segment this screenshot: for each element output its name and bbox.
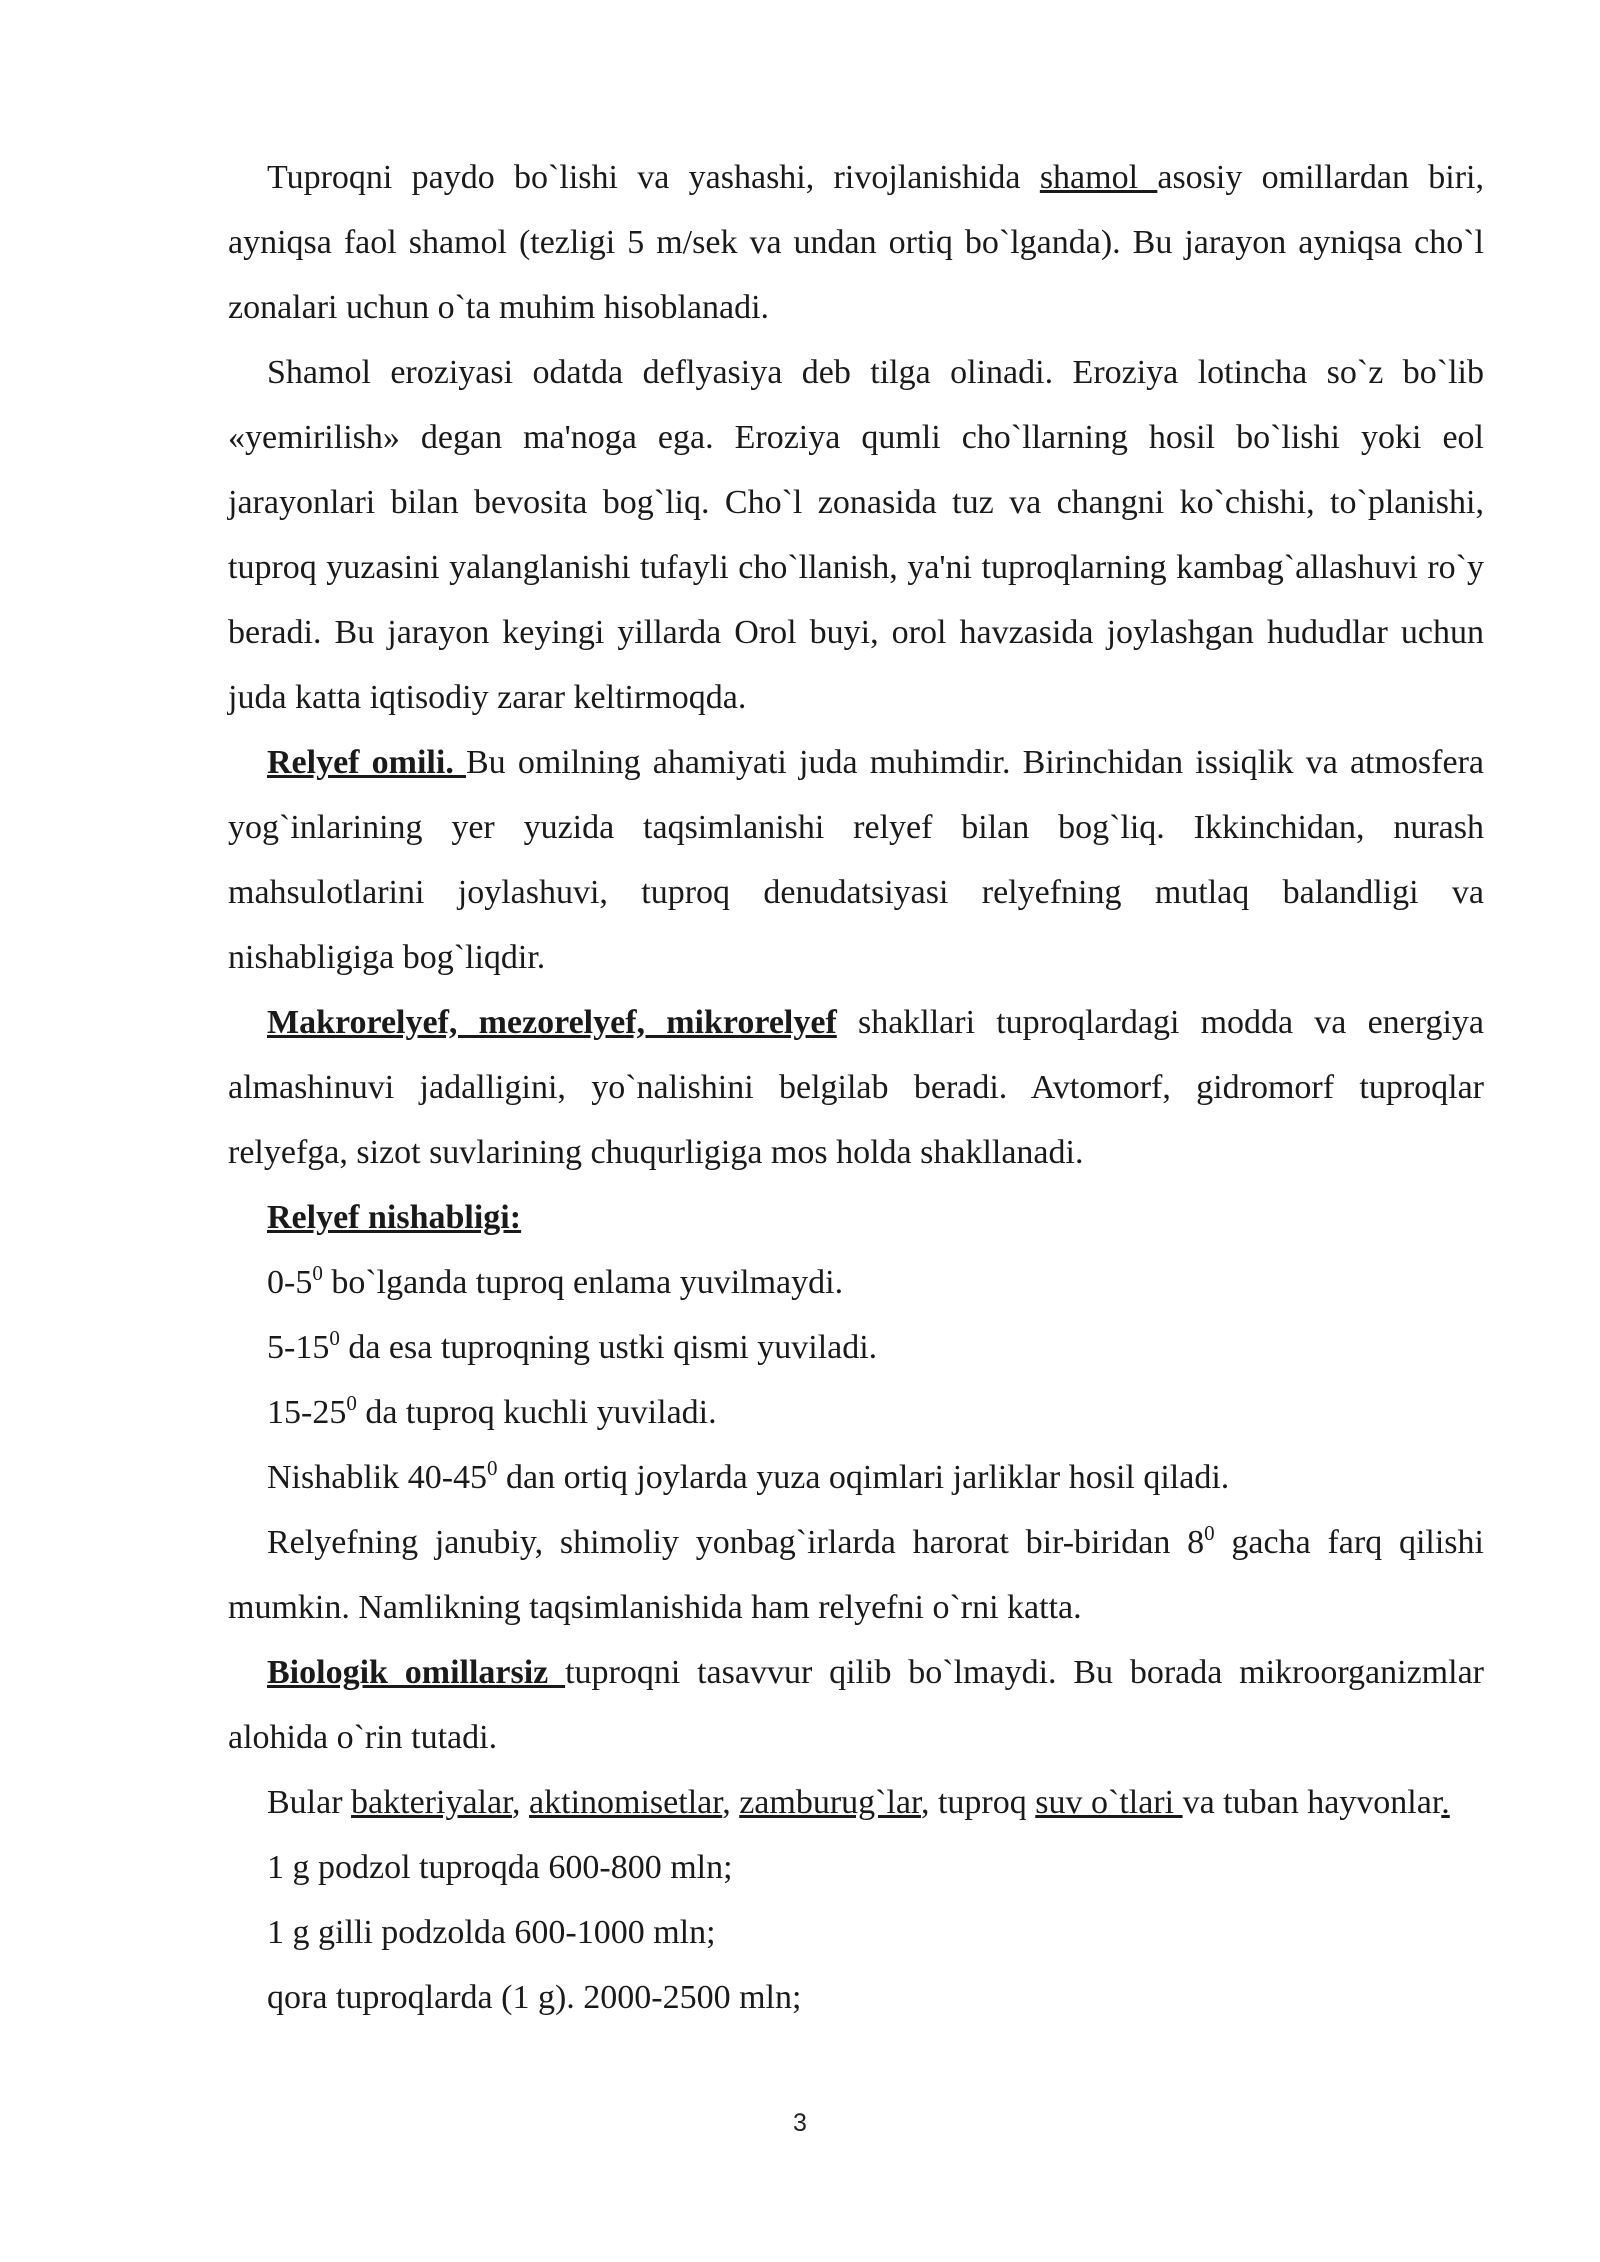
paragraph-relief-forms (228, 990, 1484, 1185)
underlined-period: . (1441, 1784, 1450, 1821)
heading-slope-text: Relyef nishabligi: (267, 1199, 522, 1236)
slope-line-2 (228, 1315, 1484, 1380)
page-number: 3 (793, 2109, 807, 2137)
separator: , tuproq (920, 1784, 1036, 1821)
slope-line-4-pre: Nishablik 40-45 (267, 1459, 488, 1496)
slope-line-2-pre: 5-15 (267, 1329, 330, 1366)
degree-superscript: 0 (312, 1261, 323, 1285)
term-suv-otlari: suv o`tlari (1035, 1784, 1183, 1821)
paragraph-relief-text: Bu omilning ahamiyati juda muhimdir. Birinchidan issiqlik va atmosfera yog`inlarining yer yuzida taqsimlanishi relyef bilan bog`liq. Ikkinchidan, nurash mahsulotlarini joylashuvi, tuproq denudatsiyasi relyefning mutlaq balandligi va nishabligiga bog`liqdir. (228, 744, 1484, 976)
degree-superscript: 0 (346, 1391, 357, 1415)
heading-slope (228, 1185, 1484, 1250)
separator: , (722, 1784, 740, 1821)
count-line-2: 1 g gilli podzolda 600-1000 mln; (267, 1914, 716, 1951)
paragraph-wind-text-b: asosiy omillardan biri, ayniqsa faol shamol (tezligi 5 m/sek va undan ortiq bo`lganda). Bu jarayon ayniqsa cho`l zonalari uchun o`ta muhim hisoblanadi. (228, 159, 1484, 326)
slope-line-1-pre: 0-5 (267, 1264, 313, 1301)
paragraph-temperature-b: gacha farq qilishi mumkin. Namlikning taqsimlanishida ham relyefni o`rni katta. (228, 1524, 1484, 1626)
paragraph-erosion: Shamol eroziyasi odatda deflyasiya deb tilga olinadi. Eroziya lotincha so`z bo`lib «yemirilish» degan ma'noga ega. Eroziya qumli cho`llarning hosil bo`lishi yoki eol jarayonlari bilan bevosita bog`liq. Cho`l zonasida tuz va changni ko`chishi, to`planishi, tuproq yuzasini yalanglanishi tufayli cho`llanish, ya'ni tuproqlarning kambag`allashuvi ro`y beradi. Bu jarayon keyingi yillarda Orol buyi, orol havzasida joylashgan hududlar uchun juda katta iqtisodiy zarar keltirmoqda. (228, 354, 1484, 716)
heading-relief-forms: Makrorelyef, mezorelyef, mikrorelyef (267, 1004, 837, 1041)
paragraph-wind (228, 145, 1484, 340)
slope-line-4-post: dan ortiq joylarda yuza oqimlari jarliklar hosil qiladi. (497, 1459, 1230, 1496)
paragraph-temperature (228, 1510, 1484, 1640)
separator: , (512, 1784, 530, 1821)
page-body (228, 145, 1484, 2030)
paragraph-biological-text: tuproqni tasavvur qilib bo`lmaydi. Bu borada mikroorganizmlar alohida o`rin tutadi. (228, 1654, 1484, 1756)
paragraph-organisms (228, 1770, 1484, 1835)
slope-line-4 (228, 1445, 1484, 1510)
degree-superscript: 0 (487, 1456, 498, 1480)
paragraph-wind-text-a: Tuproqni paydo bo`lishi va yashashi, rivojlanishida (267, 159, 1040, 196)
count-line-1: 1 g podzol tuproqda 600-800 mln; (267, 1849, 733, 1886)
term-bakteriyalar: bakteriyalar (351, 1784, 513, 1821)
count-line-3: qora tuproqlarda (1 g). 2000-2500 mln; (267, 1979, 802, 2016)
paragraph-temperature-a: Relyefning janubiy, shimoliy yonbag`irlarda harorat bir-biridan 8 (267, 1524, 1205, 1561)
heading-relief-factor: Relyef omili. (267, 744, 466, 781)
slope-line-3-post: da tuproq kuchli yuviladi. (356, 1394, 717, 1431)
slope-line-1-post: bo`lganda tuproq enlama yuvilmaydi. (322, 1264, 844, 1301)
paragraph-relief (228, 730, 1484, 990)
degree-superscript: 0 (1204, 1521, 1215, 1545)
organisms-intro: Bular (267, 1784, 352, 1821)
slope-line-3-pre: 15-25 (267, 1394, 347, 1431)
term-shamol: shamol (1039, 159, 1158, 196)
paragraph-relief-forms-text: shakllari tuproqlardagi modda va energiya almashinuvi jadalligini, yo`nalishini belgilab beradi. Avtomorf, gidromorf tuproqlar relyefga, sizot suvlarining chuqurligiga mos holda shakllanadi. (228, 1004, 1484, 1171)
organisms-tail: va tuban hayvonlar (1182, 1784, 1442, 1821)
slope-line-3 (228, 1380, 1484, 1445)
degree-superscript: 0 (329, 1326, 340, 1350)
slope-line-1 (228, 1250, 1484, 1315)
slope-line-2-post: da esa tuproqning ustki qismi yuviladi. (339, 1329, 878, 1366)
paragraph-biological (228, 1640, 1484, 1770)
term-aktinomisetlar: aktinomisetlar (529, 1784, 723, 1821)
heading-biological: Biologik omillarsiz (267, 1654, 566, 1691)
term-zamburuglar: zamburug`lar (739, 1784, 921, 1821)
